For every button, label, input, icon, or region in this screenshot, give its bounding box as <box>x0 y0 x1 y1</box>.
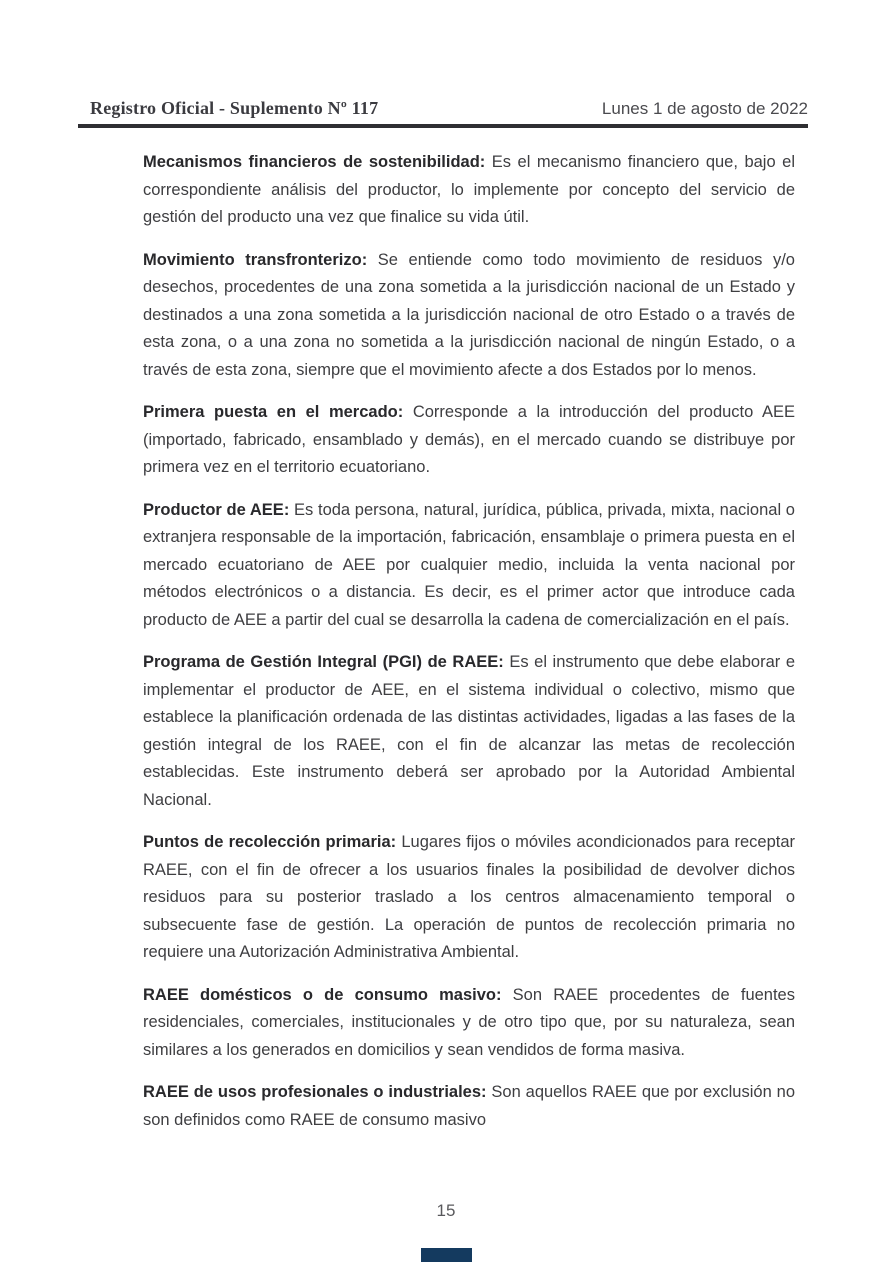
definition-text: Son RAEE procedentes de fuentes residenciales, comerciales, institucionales y de otro tipo que, por su naturaleza, sean similares a los generados en domicilios y sean vendidos de forma masiva. <box>143 985 795 1059</box>
page-number: 15 <box>436 1201 456 1220</box>
definition-paragraph <box>143 829 795 967</box>
footer-accent-bar <box>421 1248 472 1262</box>
definition-term: RAEE de usos profesionales o industriales: <box>143 1083 487 1101</box>
header-date: Lunes 1 de agosto de 2022 <box>601 99 808 118</box>
header-rule <box>78 124 808 128</box>
document-body <box>143 149 795 1149</box>
definition-paragraph <box>143 982 795 1065</box>
definition-paragraph <box>143 497 795 635</box>
definition-term: Movimiento transfronterizo: <box>143 250 368 269</box>
definition-paragraph <box>143 1079 795 1134</box>
definition-term: RAEE domésticos o de consumo masivo: <box>143 985 502 1004</box>
definition-text: Se entiende como todo movimiento de residuos y/o desechos, procedentes de una zona sometida a la jurisdicción nacional de un Estado y destinados a una zona sometida a la jurisdicción nacional de otro Estado o a través de esta zona, o a una zona no sometida a la jurisdicción nacional de ningún Estado, o a través de esta zona, siempre que el movimiento afecte a dos Estados por lo menos. <box>143 250 795 379</box>
definition-text: Lugares fijos o móviles acondicionados para receptar RAEE, con el fin de ofrecer a los usuarios finales la posibilidad de devolver dichos residuos para su posterior traslado a los centros almacenamiento temporal o subsecuente fase de gestión. La operación de puntos de recolección primaria no requiere una Autorización Administrativa Ambiental. <box>143 833 795 961</box>
definition-paragraph <box>143 399 795 482</box>
definition-text: Es toda persona, natural, jurídica, pública, privada, mixta, nacional o extranjera responsable de la importación, fabricación, ensamblaje o primera puesta en el mercado ecuatoriano de AEE por cualquier medio, incluida la venta nacional por métodos electrónicos o a distancia. Es decir, es el primer actor que introduce cada producto de AEE a partir del cual se desarrolla la cadena de comercialización en el país. <box>143 500 795 629</box>
definition-term: Mecanismos financieros de sostenibilidad: <box>143 153 486 171</box>
definition-text: Corresponde a la introducción del producto AEE (importado, fabricado, ensamblado y demás), en el mercado cuando se distribuye por primera vez en el territorio ecuatoriano. <box>143 403 796 476</box>
definition-text: Es el mecanismo financiero que, bajo el correspondiente análisis del productor, lo implemente por concepto del servicio de gestión del producto una vez que finalice su vida útil. <box>143 153 795 226</box>
definition-text: Es el instrumento que debe elaborar e implementar el productor de AEE, en el sistema individual o colectivo, mismo que establece la planificación ordenada de las distintas actividades, ligadas a las fases de la gestión integral de los RAEE, con el fin de alcanzar las metas de recolección establecidas. Este instrumento deberá ser aprobado por la Autoridad Ambiental Nacional. <box>143 653 796 809</box>
definition-paragraph <box>143 649 795 814</box>
definition-term: Primera puesta en el mercado: <box>143 403 404 421</box>
definition-paragraph <box>143 149 795 232</box>
definition-term: Productor de AEE: <box>143 500 290 519</box>
definition-text: Son aquellos RAEE que por exclusión no son definidos como RAEE de consumo masivo <box>143 1083 795 1129</box>
definition-term: Puntos de recolección primaria: <box>143 833 397 851</box>
page-header <box>78 98 808 119</box>
definition-paragraph <box>143 247 795 385</box>
definition-term: Programa de Gestión Integral (PGI) de RAEE: <box>143 653 504 671</box>
header-title: Registro Oficial - Suplemento Nº 117 <box>90 98 379 118</box>
